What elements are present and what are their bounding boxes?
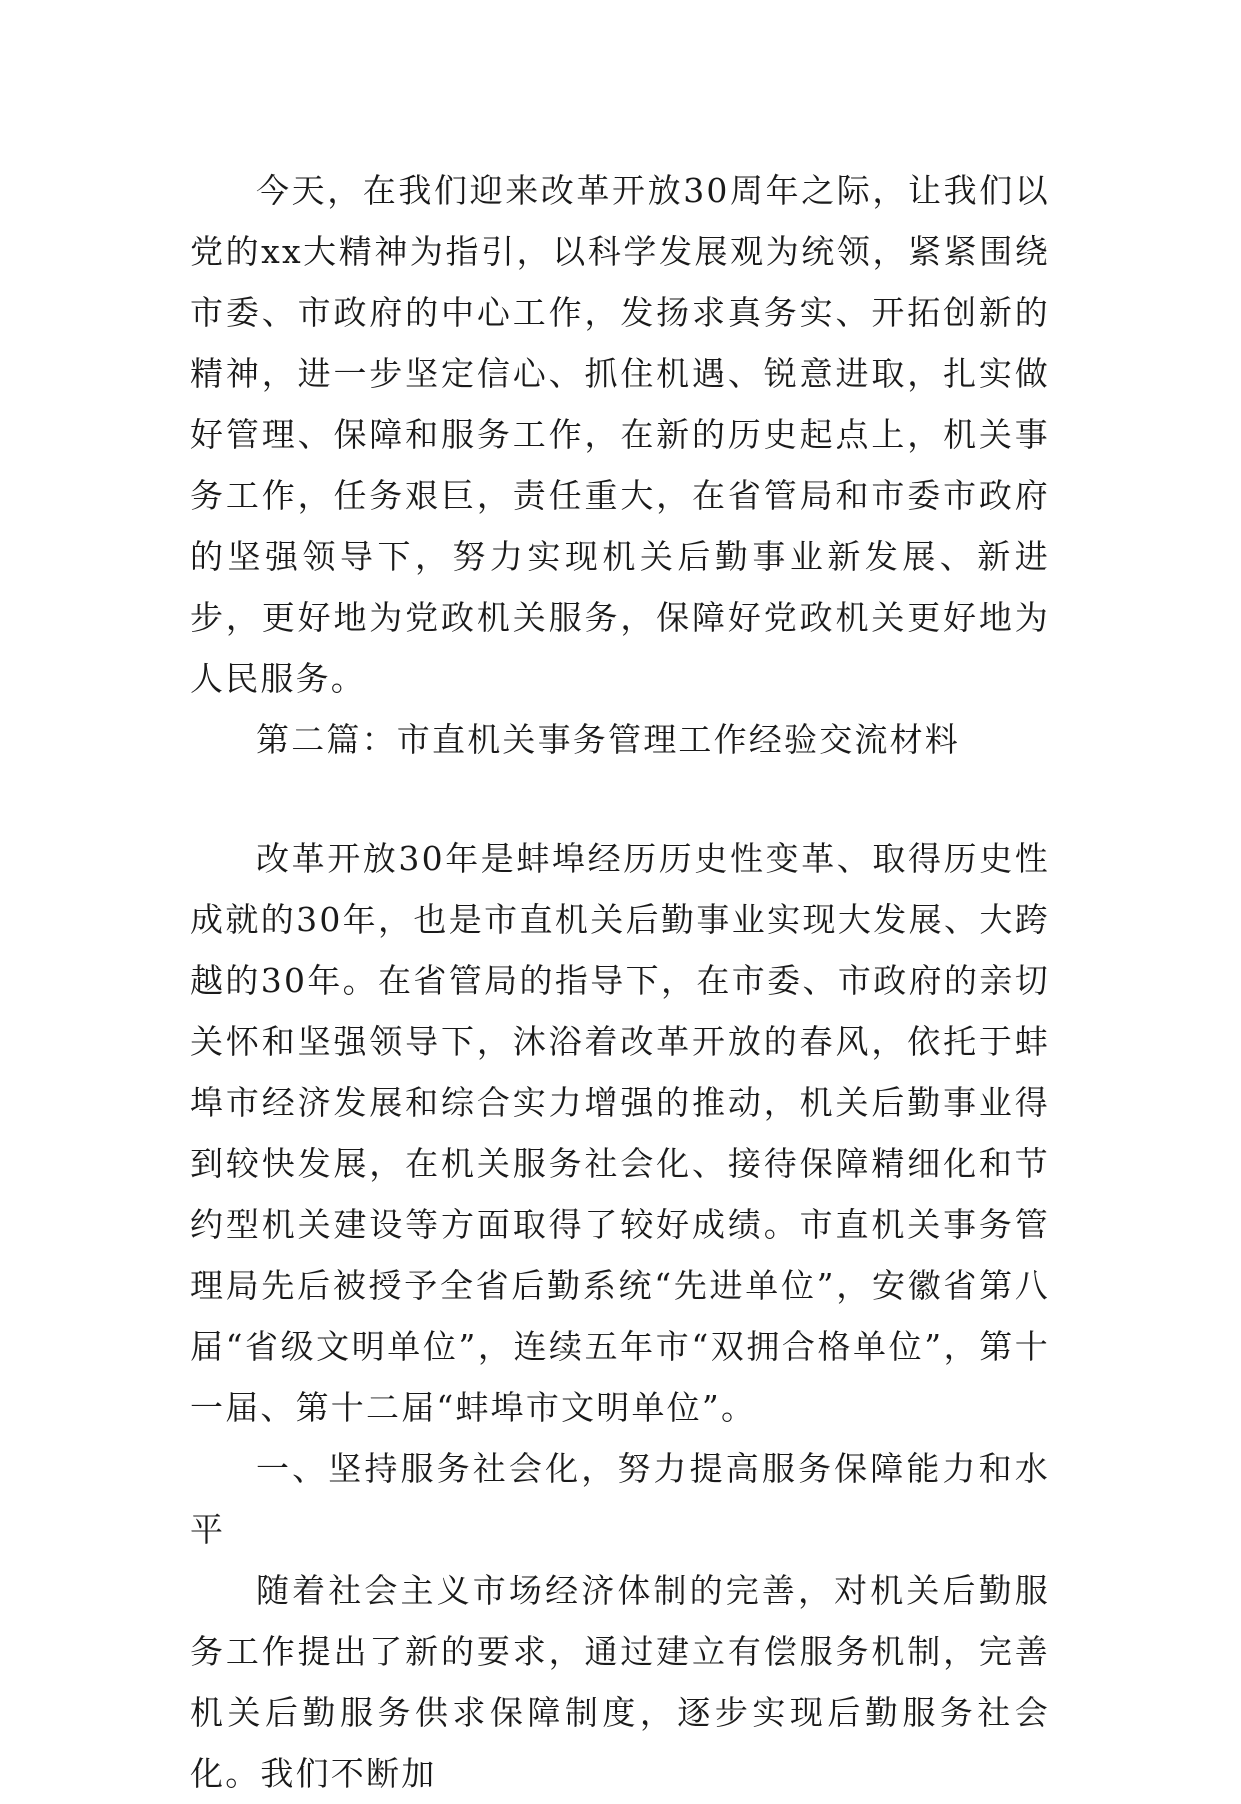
blank-line [190,770,1050,828]
document-page [190,160,1050,1804]
paragraph-achievements: 改革开放30年是蚌埠经历历史性变革、取得历史性成就的30年，也是市直机关后勤事业实现大发展、大跨越的30年。在省管局的指导下，在市委、市政府的亲切关怀和坚强领导下，沐浴着改革开放的春风，依托于蚌埠市经济发展和综合实力增强的推动，机关后勤事业得到较快发展，在机关服务社会化、接待保障精细化和节约型机关建设等方面取得了较好成绩。市直机关事务管理局先后被授予全省后勤系统“先进单位”，安徽省第八届“省级文明单位”，连续五年市“双拥合格单位”，第十一届、第十二届“蚌埠市文明单位”。 [190,839,1050,1427]
heading-one: 一、坚持服务社会化，努力提高服务保障能力和水平 [190,1449,1050,1549]
paragraph-socialization: 随着社会主义市场经济体制的完善，对机关后勤服务工作提出了新的要求，通过建立有偿服务机制，完善机关后勤服务供求保障制度，逐步实现后勤服务社会化。我们不断加 [190,1571,1050,1793]
section-title: 第二篇：市直机关事务管理工作经验交流材料 [256,720,960,759]
paragraph-intro: 今天，在我们迎来改革开放30周年之际，让我们以党的xx大精神为指引，以科学发展观为统领，紧紧围绕市委、市政府的中心工作，发扬求真务实、开拓创新的精神，进一步坚定信心、抓住机遇、锐意进取，扎实做好管理、保障和服务工作，在新的历史起点上，机关事务工作，任务艰巨，责任重大，在省管局和市委市政府的坚强领导下，努力实现机关后勤事业新发展、新进步，更好地为党政机关服务，保障好党政机关更好地为人民服务。 [190,171,1050,698]
